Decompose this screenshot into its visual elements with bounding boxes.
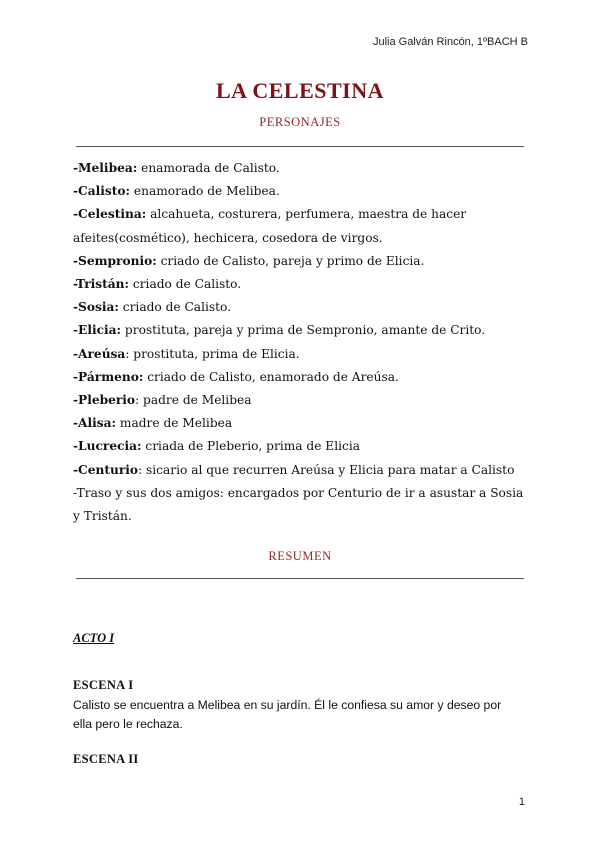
character-name: -Celestina:: [73, 207, 147, 222]
character-item: [73, 157, 528, 180]
character-item: [73, 343, 528, 366]
character-item: [73, 296, 528, 319]
character-name: -Tristán:: [73, 277, 130, 292]
scene-text: Calisto se encuentra a Melibea en su jardín. Él le confiesa su amor y deseo por ella pero le rechaza.: [73, 698, 502, 731]
character-description: criado de Calisto, enamorado de Areúsa.: [143, 369, 399, 384]
character-description: prostituta, pareja y prima de Sempronio, amante de Crito.: [121, 323, 486, 338]
personajes-heading: PERSONAJES: [259, 115, 341, 129]
character-name: -Pleberio: [73, 393, 136, 408]
character-description: : sicario al que recurren Areúsa y Elicia para matar a Calisto: [138, 462, 515, 477]
character-item: [73, 366, 528, 389]
character-name: -Alisa:: [73, 416, 117, 431]
character-item: [73, 319, 528, 342]
character-list: [73, 157, 528, 528]
character-item: [73, 412, 528, 435]
character-description: criada de Pleberio, prima de Elicia: [141, 439, 360, 454]
character-item: [73, 435, 528, 458]
character-description: madre de Melibea: [116, 416, 233, 431]
character-name: -Lucrecia:: [73, 439, 142, 454]
character-name: -Sempronio:: [73, 253, 157, 268]
character-name: -Elicia:: [73, 323, 122, 338]
character-name: -Calisto:: [73, 184, 131, 199]
character-description: -Traso y sus dos amigos: encargados por Centurio de ir a asustar a Sosia y Tristán.: [73, 485, 524, 524]
character-description: criado de Calisto.: [118, 300, 232, 315]
resumen-divider: [76, 578, 524, 579]
document-title: LA CELESTINA: [215, 78, 384, 103]
character-description: enamorado de Melibea.: [130, 184, 280, 199]
character-item: [73, 389, 528, 412]
character-item: [73, 482, 528, 528]
scene-title: ESCENA II: [73, 752, 139, 766]
header-author: Julia Galván Rincón, 1ºBACH B: [372, 36, 528, 48]
character-name: -Melibea:: [73, 161, 138, 175]
act-title: ACTO I: [73, 631, 115, 645]
character-item: [73, 459, 528, 482]
character-name: -Pármeno:: [73, 369, 144, 384]
character-description: criado de Calisto.: [129, 277, 242, 292]
character-item: [73, 203, 528, 249]
character-description: : prostituta, prima de Elicia.: [125, 346, 300, 361]
character-name: -Sosia:: [73, 300, 119, 315]
character-description: enamorada de Calisto.: [137, 161, 280, 175]
character-description: alcahueta, costurera, perfumera, maestra de hacer afeites(cosmético), hechicera, cosedora de virgos.: [73, 207, 467, 245]
resumen-heading: RESUMEN: [268, 549, 332, 563]
page-number: 1: [518, 796, 525, 808]
character-item: [73, 273, 528, 296]
personajes-divider: [76, 146, 524, 147]
character-name: -Centurio: [73, 462, 139, 477]
character-item: [73, 250, 528, 273]
character-description: : padre de Melibea: [135, 393, 252, 408]
scene-title: ESCENA I: [73, 678, 134, 692]
character-name: -Areúsa: [73, 346, 126, 361]
character-item: [73, 180, 528, 203]
character-description: criado de Calisto, pareja y primo de Elicia.: [156, 253, 425, 268]
